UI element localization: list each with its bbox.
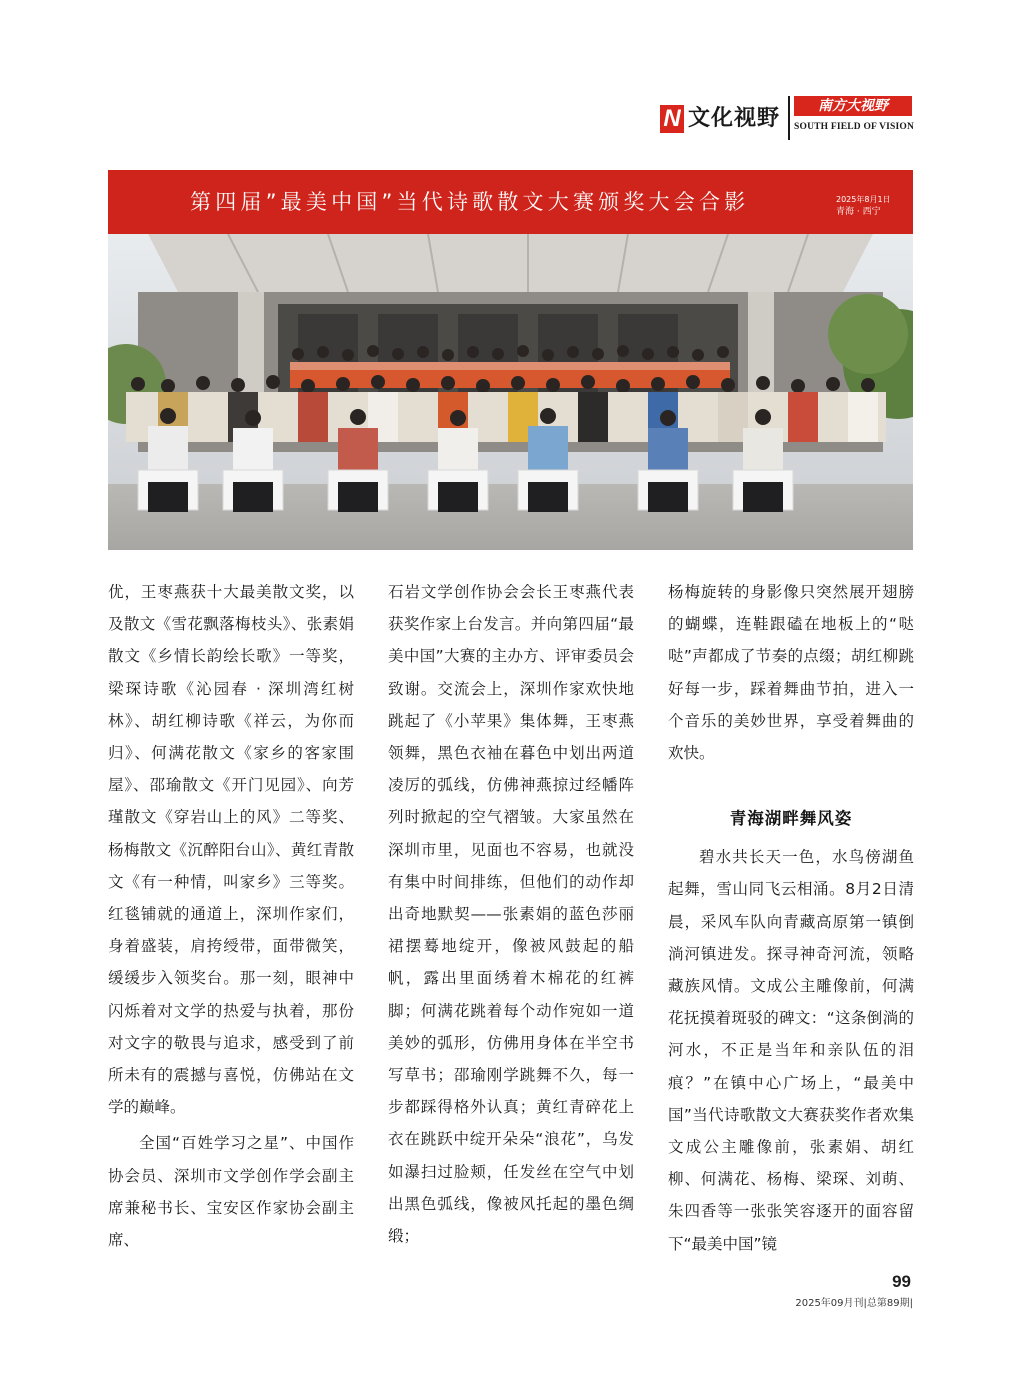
paragraph: 石岩文学创作协会会长王枣燕代表获奖作家上台发言。并向第四届“最美中国”大赛的主办方、评审委员会致谢。交流会上，深圳作家欢快地跳起了《小苹果》集体舞，王枣燕领舞，黑色衣袖在暮色中划出两道凌厉的弧线，仿佛神燕掠过经幡阵列时掀起的空气褶皱。大家虽然在深圳市里，见面也不容易，也就没有集中时间排练，但他们的动作却出奇地默契——张素娟的蓝色莎丽裙摆蓦地绽开，像被风鼓起的船帆，露出里面绣着木棉花的红裤脚；何满花跳着每个动作宛如一道美妙的弧形，仿佛用身体在半空书写草书；邵瑜刚学跳舞不久，每一步都踩得格外认真；黄红青碎花上衣在跳跃中绽开朵朵“浪花”，乌发如瀑扫过脸颊，任发丝在空气中划出黑色弧线，像被风托起的墨色绸缎； <box>388 583 634 1246</box>
paragraph: 碧水共长天一色，水鸟傍湖鱼起舞，雪山同飞云相涌。8月2日清晨，采风车队向青藏高原第一镇倒淌河镇进发。探寻神奇河流，领略藏族风情。文成公主雕像前，何满花抚摸着斑驳的碑文：“这条倒淌的河水，不正是当年和亲队伍的泪痕？”在镇中心广场上，“最美中国”当代诗歌散文大赛获奖作者欢集文成公主雕像前，张素娟、胡红柳、何满花、杨梅、梁琛、刘萌、朱四香等一张张笑容逐开的面容留下“最美中国”镜 <box>668 848 914 1253</box>
brand-name-cn: 南方大视野 <box>794 96 912 116</box>
paragraph: 优，王枣燕获十大最美散文奖，以及散文《雪花飘落梅枝头》、张素娟散文《乡情长韵绘长歌》一等奖，梁琛诗歌《沁园春 · 深圳湾红树林》、胡红柳诗歌《祥云，为你而归》、何满花散文《家乡的客家围屋》、邵瑜散文《开门见园》、向芳瑾散文《穿岩山上的风》二等奖、杨梅散文《沉醉阳台山》、黄红青散文《有一种情，叫家乡》三等奖。红毯铺就的通道上，深圳作家们，身着盛装，肩挎绶带，面带微笑，缓缓步入领奖台。那一刻，眼神中闪烁着对文学的热爱与执着，那份对文字的敬畏与追求，感受到了前所未有的震撼与喜悦，仿佛站在文学的巅峰。 <box>108 583 354 1117</box>
issue-info: 2025年09月刊|总第89期| <box>795 1298 913 1309</box>
article-column-3 <box>668 576 914 1260</box>
section-heading: 青海湖畔舞风姿 <box>729 809 853 829</box>
paragraph: 全国“百姓学习之星”、中国作协会员、深圳市文学创作学会副主席兼秘书长、宝安区作家协会副主席、 <box>108 1134 354 1250</box>
group-photo-image <box>108 234 913 550</box>
photo-banner <box>108 170 913 234</box>
article-column-1 <box>108 576 354 1256</box>
brand-name-en: SOUTH FIELD OF VISION <box>794 122 915 132</box>
article-column-2 <box>388 576 634 1252</box>
photo-banner-date: 2025年8月1日 <box>836 195 891 204</box>
logo-divider <box>788 96 790 140</box>
section-title: 文化视野 <box>688 106 781 131</box>
group-photo <box>108 170 913 550</box>
page-number: 99 <box>892 1272 911 1291</box>
photo-banner-title: 第四届”最美中国”当代诗歌散文大赛颁奖大会合影 <box>190 190 750 214</box>
magazine-section-logo <box>660 96 915 140</box>
logo-letter-badge: N <box>660 105 684 133</box>
paragraph: 杨梅旋转的身影像只突然展开翅膀的蝴蝶，连鞋跟磕在地板上的“哒哒”声都成了节奏的点缀；胡红柳跳好每一步，踩着舞曲节拍，进入一个音乐的美妙世界，享受着舞曲的欢快。 <box>668 583 914 763</box>
photo-banner-place: 青海 · 西宁 <box>836 207 881 217</box>
